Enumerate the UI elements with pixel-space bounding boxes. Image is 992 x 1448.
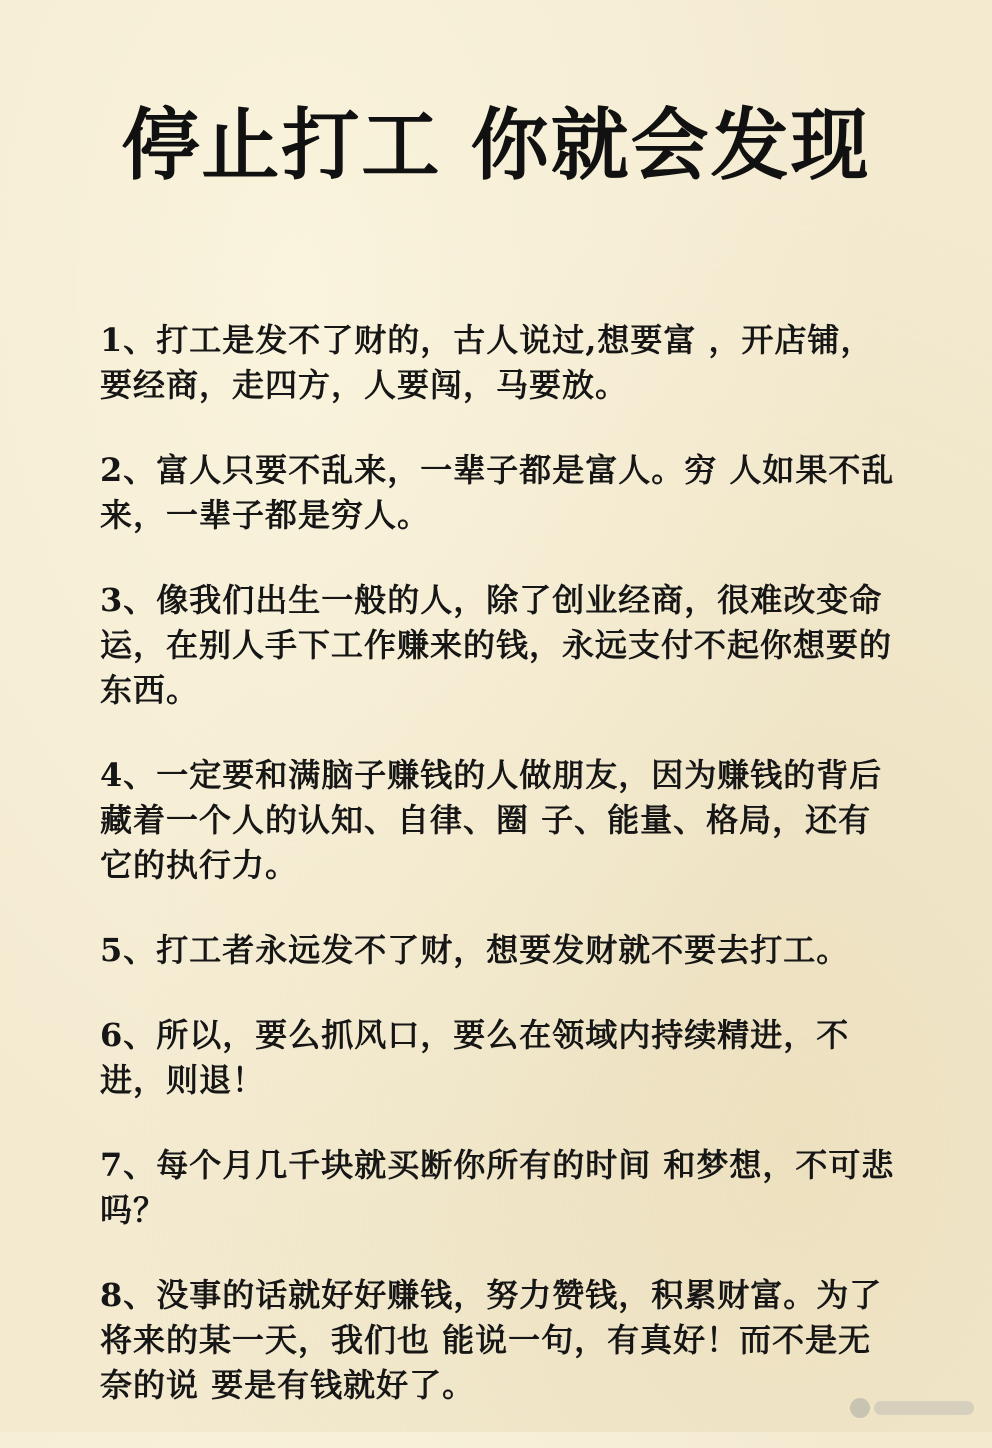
- paragraph-2: 2、富人只要不乱来，一辈子都是富人。穷 人如果不乱来，一辈子都是穷人。: [100, 451, 895, 534]
- paragraph-5: 5、打工者永远发不了财，想要发财就不要去打工。: [100, 931, 850, 969]
- page-title: 停止打工 你就会发现: [121, 101, 871, 191]
- watermark-logo-icon: [850, 1398, 870, 1418]
- paragraph-6: 6、所以，要么抓风口，要么在领域内持续精进，不进，则退！: [100, 1016, 850, 1099]
- paragraph-3: 3、像我们出生一般的人，除了创业经商，很难改变命运，在别人手下工作赚来的钱，永远支付不起你想要的东西。: [100, 581, 893, 709]
- paragraph-8: 8、没事的话就好好赚钱，努力赞钱，积累财富。为了将来的某一天，我们也 能说一句，有真好！而不是无奈的说 要是有钱就好了。: [100, 1276, 883, 1404]
- paragraph-4: 4、一定要和满脑子赚钱的人做朋友，因为赚钱的背后藏着一个人的认知、自律、圈 子、能量、格局，还有它的执行力。: [100, 756, 883, 884]
- watermark-bar: [874, 1401, 974, 1415]
- article-body: [100, 318, 900, 1448]
- watermark: [850, 1398, 974, 1418]
- paragraph-7: 7、每个月几千块就买断你所有的时间 和梦想，不可悲吗？: [100, 1146, 895, 1229]
- paragraph-1: 1、打工是发不了财的，古人说过,想要富 ，开店铺，要经商，走四方，人要闯，马要放。: [100, 321, 874, 404]
